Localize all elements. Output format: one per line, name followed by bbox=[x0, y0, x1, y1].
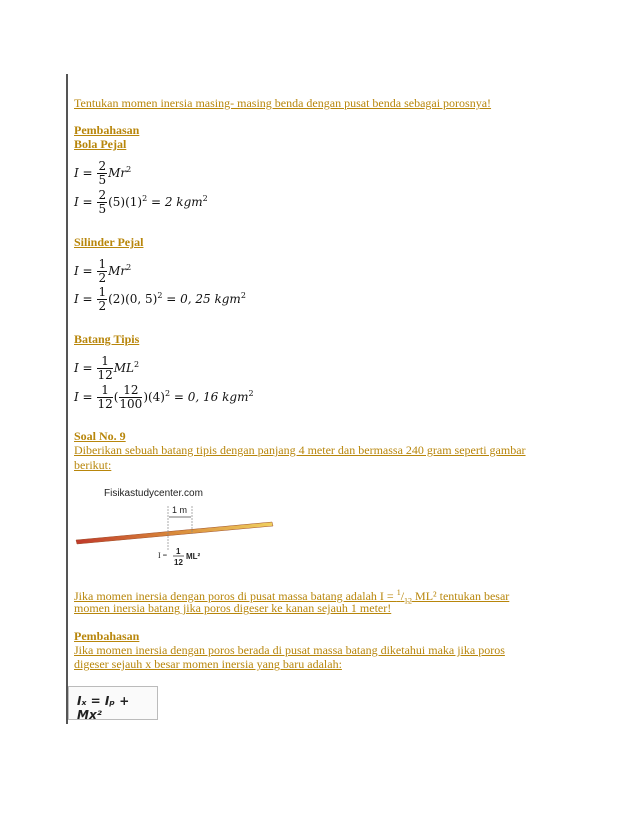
batang-tipis-heading: Batang Tipis bbox=[74, 332, 140, 346]
silinder-equation-1: I = $\frac{1}{2}$ Mr$^2$ bbox=[74, 257, 132, 285]
eq-lhs: I = bbox=[74, 166, 93, 180]
rod-shape bbox=[76, 522, 273, 544]
eq-rhs: Mr bbox=[108, 264, 127, 278]
formula-image bbox=[68, 686, 158, 720]
frac-num: 1 bbox=[98, 285, 107, 299]
frac-num: 12 bbox=[119, 384, 142, 398]
frac-den: 2 bbox=[98, 271, 107, 285]
eq-lhs: I = bbox=[74, 361, 93, 375]
paren-open: ( bbox=[113, 390, 119, 404]
question-line-2: momen inersia batang jika poros digeser ke kanan sejauh 1 meter! bbox=[74, 601, 392, 615]
frac-num: 2 bbox=[98, 188, 107, 202]
batang-equation-2: I = $\frac{1}{12}$ ( $\frac{12}{100}$ )$(4)^2 = 0$, 16 kgm$^2$ bbox=[74, 383, 254, 411]
bola-equation-1: I = $\frac{2}{5}$ Mr$^2$ bbox=[74, 159, 132, 187]
length-label: 1 m bbox=[172, 505, 188, 515]
figure-formula-rhs: ML² bbox=[186, 552, 201, 561]
figure-frac-den: 12 bbox=[174, 558, 183, 567]
eq-lhs: I = bbox=[74, 195, 93, 209]
figure-frac-num: 1 bbox=[176, 547, 181, 556]
eq-rhs: (2)(0, 5) bbox=[108, 292, 158, 306]
bola-pejal-heading: Bola Pejal bbox=[74, 137, 127, 151]
eq-lhs: I = bbox=[74, 292, 93, 306]
frac-den: 5 bbox=[98, 202, 107, 216]
pembahasan-heading: Pembahasan bbox=[74, 123, 140, 137]
soal-title: Soal No. 9 bbox=[74, 429, 126, 443]
eq-rhs: )(4) bbox=[143, 390, 165, 404]
answer-line-1: Jika momen inersia dengan poros berada di pusat massa batang diketahui maka jika poros bbox=[74, 643, 505, 657]
soal-line-2: berikut: bbox=[74, 458, 112, 472]
bola-equation-2: I = $\frac{2}{5}$ $(5)(1)^2 = 2$ kgm$^2$ bbox=[74, 188, 208, 216]
eq-lhs: I = bbox=[74, 264, 93, 278]
question-text-a: Jika momen inersia dengan poros di pusat massa batang adalah I = bbox=[74, 589, 397, 603]
figure-site-label: Fisikastudycenter.com bbox=[104, 488, 203, 499]
frac-den: 100 bbox=[119, 397, 143, 411]
eq-result: = 0, 16 kgm bbox=[170, 390, 249, 404]
eq-lhs: I = bbox=[74, 390, 93, 404]
pembahasan-heading-2: Pembahasan bbox=[74, 629, 140, 643]
rod-figure bbox=[74, 484, 284, 574]
question-frac-num: 1 bbox=[396, 588, 401, 597]
eq-rhs: Mr bbox=[108, 166, 127, 180]
left-margin-rule bbox=[66, 74, 68, 724]
frac-den: 2 bbox=[98, 299, 107, 313]
answer-line-2: digeser sejauh x besar momen inersia yang baru adalah: bbox=[74, 657, 342, 671]
question-text-b: ML² tentukan besar bbox=[412, 589, 510, 603]
silinder-pejal-heading: Silinder Pejal bbox=[74, 235, 144, 249]
formula-text: Iₓ = Iₚ + Mx² bbox=[77, 694, 130, 722]
figure-formula: I = bbox=[158, 551, 168, 560]
eq-rhs: ML bbox=[113, 361, 134, 375]
question-line-1: Jika momen inersia dengan poros di pusat massa batang adalah $I = ^1/_{12}$ ML² tentukan besar bbox=[74, 588, 510, 606]
frac-num: 1 bbox=[97, 355, 112, 369]
eq-result: = 2 kgm bbox=[147, 195, 203, 209]
frac-num: 2 bbox=[98, 159, 107, 173]
frac-den: 5 bbox=[98, 173, 107, 187]
eq-result: = 0, 25 kgm bbox=[162, 292, 241, 306]
eq-rhs: (5)(1) bbox=[108, 195, 143, 209]
silinder-equation-2: I = $\frac{1}{2}$ (2)(0, 5)$^2$ = 0, 25 kgm$^2$ bbox=[74, 285, 246, 313]
intro-text: Tentukan momen inersia masing- masing benda dengan pusat benda sebagai porosnya! bbox=[74, 96, 492, 110]
batang-equation-1: I = $\frac{1}{12}$ $ML^2$ bbox=[74, 354, 140, 382]
frac-num: 1 bbox=[97, 384, 112, 398]
question-frac-den: 12 bbox=[404, 596, 413, 606]
frac-den: 12 bbox=[97, 397, 113, 411]
frac-den: 12 bbox=[97, 368, 113, 382]
soal-line-1: Diberikan sebuah batang tipis dengan panjang 4 meter dan bermassa 240 gram seperti gambar bbox=[74, 443, 526, 457]
frac-num: 1 bbox=[98, 257, 107, 271]
